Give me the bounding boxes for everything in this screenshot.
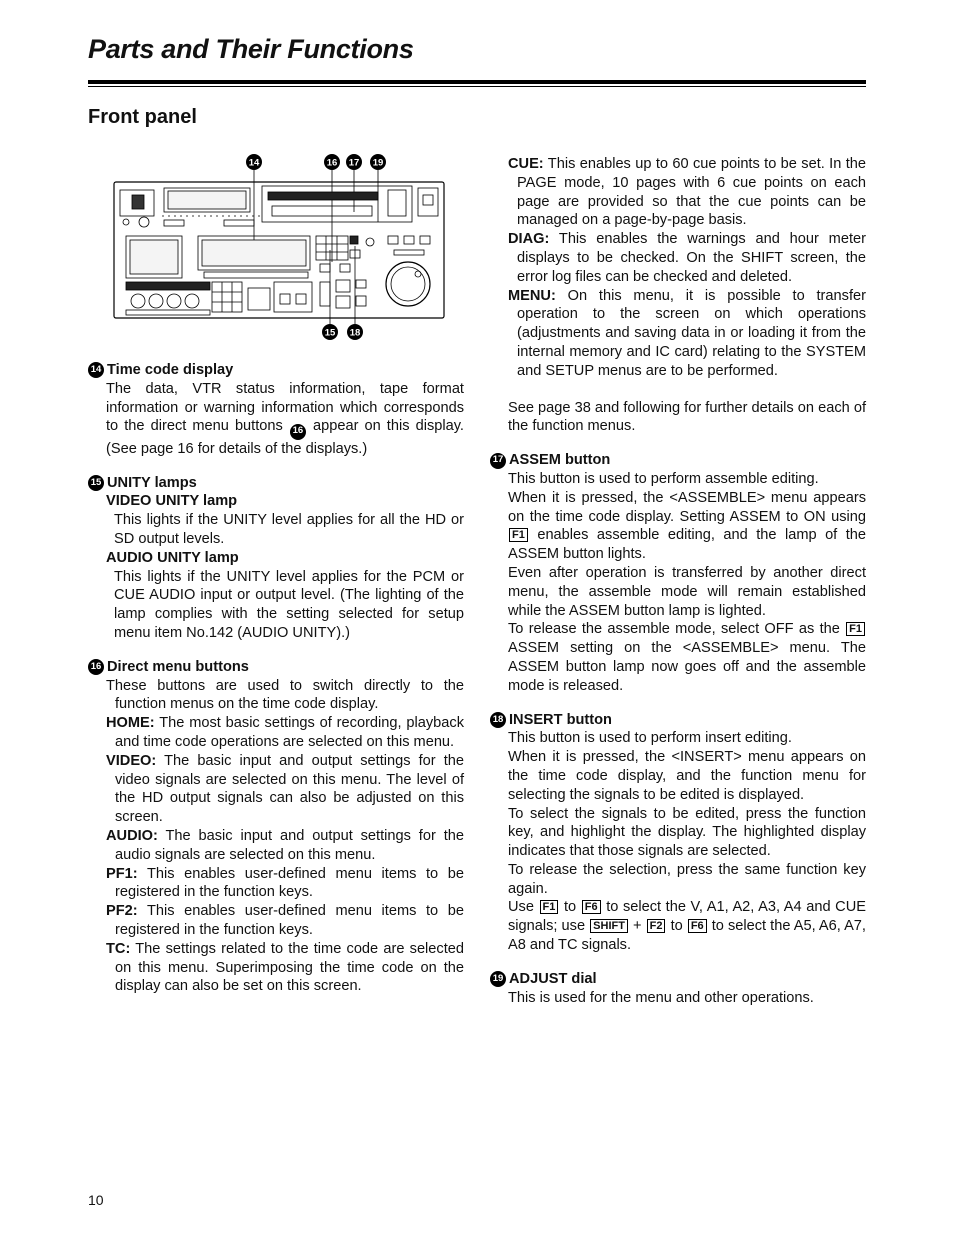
item-heading: ADJUST dial [509, 970, 597, 987]
subheading-audio-unity: AUDIO UNITY lamp [106, 549, 239, 566]
definition-video: VIDEO: The basic input and output settings for the video signals are selected on this menu. The level of the HD output signals can also be adjusted on this screen. [106, 752, 464, 826]
item-heading: ASSEM button [509, 452, 611, 469]
item-assem-button: 17 ASSEM button This button is used to perform assemble editing. When it is pressed, the <ASSEMBLE> menu appears on the time code display. Setting ASSEM to ON using F1 enables assemble editing, and the lamp of the ASSEM button lights. Even after operation is transferred by another direct menu, the assemble mode will remain established while the ASSEM button lamp is lighted. To release the assemble mode, select OFF as the F1ASSEM setting on the <ASSEMBLE> menu. The ASSEM button lamp now goes off and the assemble mode is released. [490, 451, 866, 695]
item-number-badge: 16 [88, 659, 104, 675]
item-unity-lamps: 15 UNITY lamps VIDEO UNITY lamp This lights if the UNITY level applies for all the HD or SD output levels. AUDIO UNITY lamp This lights if the UNITY level applies for the PCM or CUE AUDIO input or output level. (The lighting of the lamp complies with the setting selected for setup menu item No.142 (AUDIO UNITY).) [88, 474, 464, 643]
key-f6: F6 [582, 900, 601, 914]
item-adjust-dial: 19 ADJUST dial This is used for the menu and other operations. [490, 970, 866, 1008]
definition-tc: TC: The settings related to the time code are selected on this menu. Superimposing the time code on the display can also be set on this screen. [106, 940, 464, 995]
callout-19-label: 19 [372, 157, 384, 169]
key-f2: F2 [647, 919, 666, 933]
callout-16-label: 16 [326, 157, 338, 169]
callout-15-label: 15 [324, 327, 336, 339]
definition-diag: DIAG: This enables the warnings and hour meter displays to be checked. On the SHIFT screen, the error log files can be checked and deleted. [508, 231, 866, 285]
definition-cue: CUE: This enables up to 60 cue points to be set. In the PAGE mode, 10 pages with 6 cue points on each page are provided so that the cue points can be managed on a page-by-page basis. [508, 156, 866, 229]
key-f6: F6 [688, 919, 707, 933]
reference-badge: 16 [290, 424, 306, 440]
item-direct-menu-buttons: 16 Direct menu buttons These buttons are used to switch directly to the function menus on the time code display. HOME: The most basic settings of recording, playback and time code operations are selected on this menu. VIDEO: The basic input and output settings for the video signals are selected on this menu. The level of the HD output signals can also be adjusted on this screen. AUDIO: The basic input and output settings for the audio signals are selected on this menu. PF1: This enables user-defined menu items to be registered in the function keys. PF2: This enables user-defined menu items to be registered in the function keys. TC: The settings related to the time code are selected on this menu. Superimposing the time code on the display can also be set on this screen. [88, 658, 464, 996]
title-rule [88, 80, 866, 84]
item-number-badge: 19 [490, 971, 506, 987]
front-panel-illustration [112, 150, 446, 340]
definition-pf2: PF2: This enables user-defined menu items to be registered in the function keys. [106, 903, 464, 938]
item-number-badge: 14 [88, 362, 104, 378]
item-number-badge: 15 [88, 475, 104, 491]
item-number-badge: 17 [490, 453, 506, 469]
section-heading: Front panel [88, 106, 197, 128]
key-f1: F1 [846, 622, 865, 636]
callout-14-label: 14 [248, 157, 260, 169]
item-number-badge: 18 [490, 712, 506, 728]
callout-18-label: 18 [349, 327, 361, 339]
item-insert-button: 18 INSERT button This button is used to perform insert editing. When it is pressed, the <INSERT> menu appears on the time code display, and the function menu for selecting the signals to be edited is displayed. To select the signals to be edited, press the function key, and highlight the display. The highlighted display indicates that those signals are selected. To release the selection, press the same function key again. Use F1 to F6 to select the V, A1, A2, A3, A4 and CUE signals; use SHIFT + F2 to F6 to select the A5, A6, A7, A8 and TC signals. [490, 711, 866, 955]
item-heading: INSERT button [509, 711, 612, 728]
see-also-note: See page 38 and following for further details on each of the function menus. [508, 399, 866, 435]
subheading-video-unity: VIDEO UNITY lamp [106, 493, 238, 510]
definition-home: HOME: The most basic settings of recording, playback and time code operations are selected on this menu. [106, 715, 464, 750]
left-column [88, 361, 464, 1011]
key-f1: F1 [509, 528, 528, 542]
page-number: 10 [88, 1192, 104, 1208]
page-title: Parts and Their Functions [88, 34, 414, 64]
item-heading: UNITY lamps [107, 474, 197, 491]
item-heading: Direct menu buttons [107, 658, 249, 675]
key-f1: F1 [540, 900, 559, 914]
definition-pf1: PF1: This enables user-defined menu items to be registered in the function keys. [106, 865, 464, 901]
callout-17-label: 17 [348, 157, 360, 169]
item-heading: Time code display [107, 362, 234, 378]
definition-audio: AUDIO: The basic input and output settings for the audio signals are selected on this menu. [106, 827, 464, 863]
key-shift: SHIFT [590, 919, 628, 933]
item-time-code-display: 14 Time code display The data, VTR status information, tape format information or warning information which corresponds to the direct menu buttons 16 appear on this display. (See page 16 for details of the displays.) [88, 361, 464, 459]
title-rule-thin [88, 86, 866, 87]
right-column [490, 155, 866, 1022]
item-direct-menu-continued [490, 155, 866, 436]
definition-menu: MENU: On this menu, it is possible to transfer operation to the screen on which operations (adjustments and saving data in or loading it from the internal memory and IC card) relating to the SYSTEM and SETUP menus are to be performed. [508, 287, 866, 379]
